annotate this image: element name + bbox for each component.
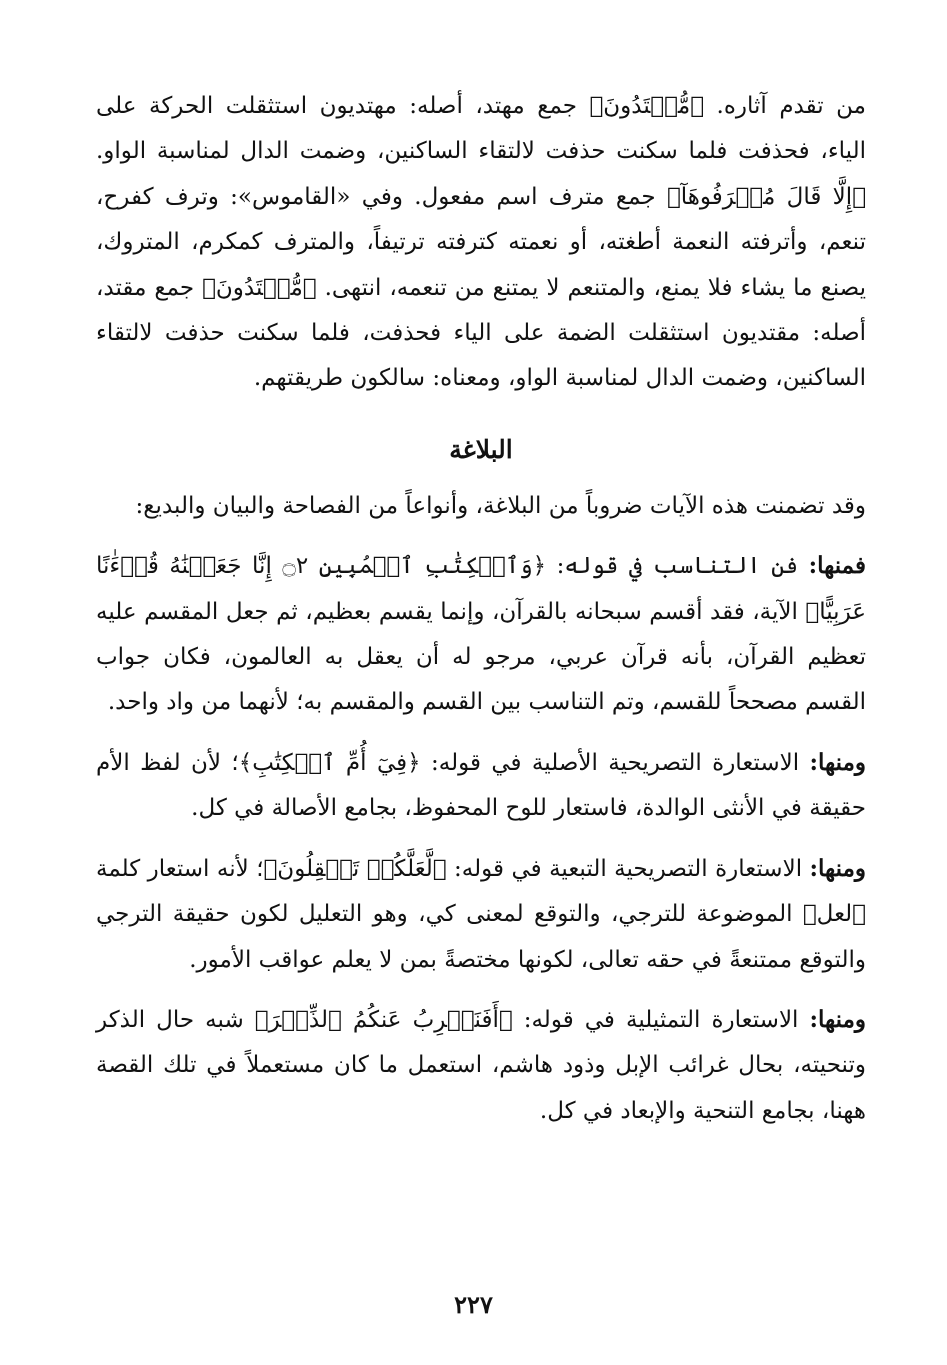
intro-paragraph: من تقدم آثاره. ﴿مُّهۡتَدُونَ﴾ جمع مهتد، أصله: مهتديون استثقلت الحركة على الياء، فحذفت فلما سكنت حذفت لالتقاء الساكنين، وضمت الدال لمناسبة الواو. ﴿إِلَّا قَالَ مُتۡرَفُوهَآ﴾ جمع مترف اسم مفعول. وفي «القاموس»: وترف كفرح، تنعم، وأترفته النعمة أطغته، أو نعمته كترفته ترتيفاً، والمترف كمكرم، المتروك، يصنع ما يشاء فلا يمنع، والمتنعم لا يمتنع من تنعمه، انتهى. ﴿مُّقۡتَدُونَ﴾ جمع مقتد، أصله: مقتديون استثقلت الضمة على الياء فحذفت، فلما سكنت حذفت لالتقاء الساكنين، وضمت الدال لمناسبة الواو، ومعناه: سالكون طريقتهم. — [96, 93, 866, 392]
section-istiara-tabaiya — [96, 846, 866, 983]
section-heading: البلاغة — [449, 434, 513, 464]
section-text: فن التناسب في قوله: ﴿وَٱلۡكِتَٰبِ ٱلۡمُبِينِ ۝٢ إِنَّا جَعَلۡنَٰهُ قُرۡءَٰنًا عَرَبِيًّا﴾ الآية، فقد أقسم سبحانه بالقرآن، وإنما يقسم بعظيم، ثم جعل المقسم عليه تعظيم القرآن، بأنه قرآن عربي، مرجو له أن يعقل به العالمون، فكان جواب القسم مصححاً للقسم، وتم التناسب بين القسم والمقسم به؛ لأنهما من واد واحد. — [96, 553, 866, 716]
page-number: ٢٢٧ — [454, 1290, 493, 1319]
section-lead: ومنها: — [809, 854, 866, 882]
page-body — [96, 84, 866, 1134]
section-text: الاستعارة التصريحية الأصلية في قوله: ﴿فِيٓ أُمِّ ٱلۡكِتَٰبِ﴾؛ لأن لفظ الأم حقيقة في الأنثى الوالدة، فاستعار للوح المحفوظ، بجامع الأصالة في كل. — [96, 749, 866, 822]
section-text: الاستعارة التمثيلية في قوله: ﴿أَفَنَضۡرِبُ عَنكُمُ ٱلذِّكۡرَ﴾ شبه حال الذكر وتنحيته، بحال غرائب الإبل وذود هاشم، استعمل ما كان مستعملاً في تلك القصة ههنا، بجامع التنحية والإبعاد في كل. — [96, 1006, 866, 1124]
section-lead: ومنها: — [809, 748, 866, 776]
balagha-intro-paragraph: وقد تضمنت هذه الآيات ضروباً من البلاغة، وأنواعاً من الفصاحة والبيان والبديع: — [135, 492, 866, 519]
section-lead: ومنها: — [809, 1005, 866, 1033]
section-tanasub — [96, 543, 866, 726]
section-text: الاستعارة التصريحية التبعية في قوله: ﴿لَّعَلَّكُمۡ تَعۡقِلُونَ﴾؛ لأنه استعار كلمة ﴿لعل﴾ الموضوعة للترجي، والتوقع لمعنى كي، وهو التعليل لكون حقيقة الترجي والتوقع ممتنعةً في حقه تعالى، لكونها مختصةً بمن لا يعلم عواقب الأمور. — [96, 855, 866, 973]
section-lead: فمنها: — [808, 552, 866, 580]
section-istiara-tamthiliya — [96, 997, 866, 1134]
section-istiara-asliya — [96, 740, 866, 832]
